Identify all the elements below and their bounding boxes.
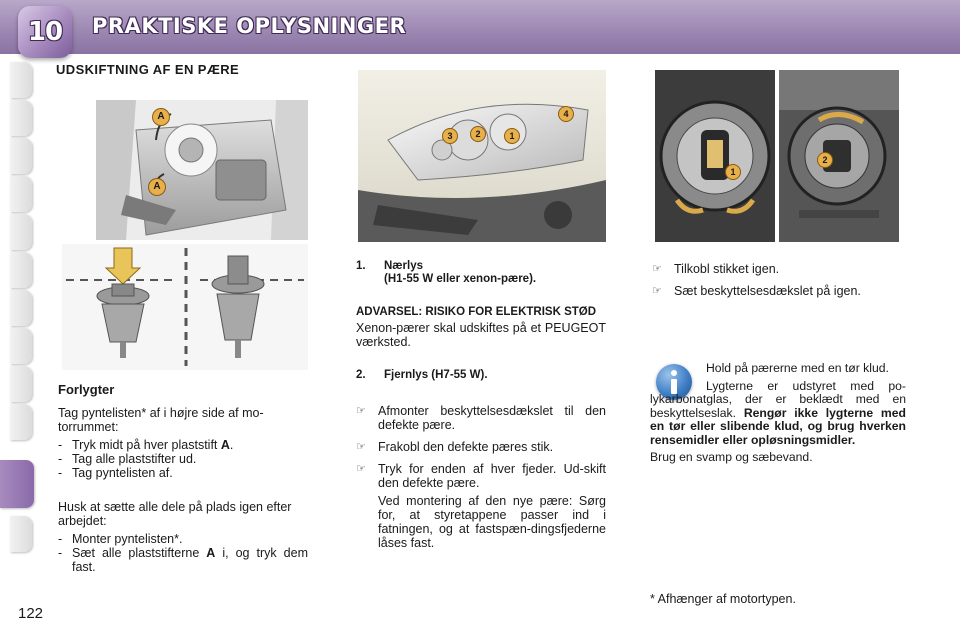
right-column-bullets	[652, 262, 906, 306]
info-box-text	[650, 362, 906, 465]
callout-holder-1: 1	[725, 164, 741, 180]
callout-a-top: A	[152, 108, 170, 126]
pointing-hand-icon: ☞	[356, 405, 366, 417]
chapter-tab[interactable]	[10, 176, 32, 212]
list-item: - Monter pyntelisten*.	[58, 532, 183, 546]
list-item: ☞ Afmonter beskyttelsesdækslet til den defekte pære.	[356, 404, 606, 432]
page-title: PRAKTISKE OPLYSNINGER	[92, 14, 407, 38]
callout-holder-2: 2	[817, 152, 833, 168]
list-item: ☞ Tryk for enden af hver fjeder. Ud-skift den defekte pære.	[356, 462, 606, 490]
chapter-tab[interactable]	[10, 366, 32, 402]
warning-title: ADVARSEL: RISIKO FOR ELEKTRISK STØD	[356, 306, 597, 318]
list-item: - Sæt alle plaststifterne A i, og tryk dem fast.	[58, 546, 308, 574]
callout-3: 3	[442, 128, 458, 144]
warning-text: Xenon-pærer skal udskiftes på et PEUGEOT værksted.	[356, 321, 606, 349]
chapter-tab[interactable]	[10, 290, 32, 326]
list-item: ☞ Tilkobl stikket igen.	[652, 262, 780, 276]
list-item: ☞ Sæt beskyttelsesdækslet på igen.	[652, 284, 861, 298]
list-item: - Tryk midt på hver plaststift A.	[58, 438, 234, 452]
item-main-beam: 2. Fjernlys (H7-55 W).	[356, 369, 488, 381]
steps-list-a	[58, 438, 308, 480]
footnote: * Afhænger af motortypen.	[650, 592, 796, 606]
chapter-tab[interactable]	[10, 62, 32, 98]
pointing-hand-icon: ☞	[652, 263, 662, 275]
plastic-pin-illustration	[62, 244, 308, 370]
procedure-list	[356, 404, 606, 550]
info-paragraph-1: Hold på pærerne med en tør klud.	[706, 361, 889, 375]
headlight-illustration	[358, 70, 606, 242]
chapter-number: 10	[27, 17, 63, 47]
pointing-hand-icon: ☞	[652, 285, 662, 297]
section-heading-forlygter: Forlygter	[58, 382, 115, 397]
page-number: 122	[18, 605, 44, 622]
pointing-hand-icon: ☞	[356, 463, 366, 475]
list-item: - Tag pyntelisten af.	[58, 466, 173, 480]
pointing-hand-icon: ☞	[356, 441, 366, 453]
left-column-text	[58, 406, 308, 574]
chapter-tab[interactable]	[10, 328, 32, 364]
list-item: ☞ Frakobl den defekte pæres stik.	[356, 440, 554, 454]
item-dipped-beam: 1. Nærlys (H1-55 W eller xenon-pære).	[356, 260, 537, 285]
steps-list-b	[58, 532, 308, 574]
middle-column-text	[356, 260, 606, 550]
callout-4: 4	[558, 106, 574, 122]
info-paragraph-3: Brug en svamp og sæbevand.	[650, 450, 813, 464]
reminder-text: Husk at sætte alle dele på plads igen efter arbejdet:	[58, 500, 292, 528]
callout-a-bottom: A	[148, 178, 166, 196]
chapter-badge	[18, 6, 72, 58]
chapter-tab-active[interactable]	[0, 460, 34, 508]
intro-text: Tag pyntelisten* af i højre side af mo-torrummet:	[58, 406, 264, 434]
bulb-holder-2-illustration	[779, 70, 899, 242]
chapter-tabs	[0, 62, 34, 582]
chapter-tab[interactable]	[10, 100, 32, 136]
bulb-holder-1-illustration	[655, 70, 775, 242]
callout-2: 2	[470, 126, 486, 142]
chapter-tab[interactable]	[10, 404, 32, 440]
callout-1: 1	[504, 128, 520, 144]
info-paragraph-2: Lygterne er udstyret med po-lykarbonatglas, der er beklædt med en beskyttelseslak. Rengør ikke lygterne med en tør eller slibende klud, og brug hverken rensemidler eller opløsningsmidler.	[650, 378, 906, 447]
section-title: UDSKIFTNING AF EN PÆRE	[56, 62, 240, 77]
chapter-tab[interactable]	[10, 138, 32, 174]
chapter-tab[interactable]	[10, 214, 32, 250]
list-item: - Tag alle plaststifter ud.	[58, 452, 197, 466]
chapter-tab[interactable]	[10, 516, 32, 552]
mounting-note: Ved montering af den nye pære: Sørg for, at styretappene passer ind i fatningen, og at fastspæn-dingsfjederne låses fast.	[378, 494, 606, 550]
engine-compartment-illustration	[96, 100, 308, 240]
chapter-tab[interactable]	[10, 252, 32, 288]
